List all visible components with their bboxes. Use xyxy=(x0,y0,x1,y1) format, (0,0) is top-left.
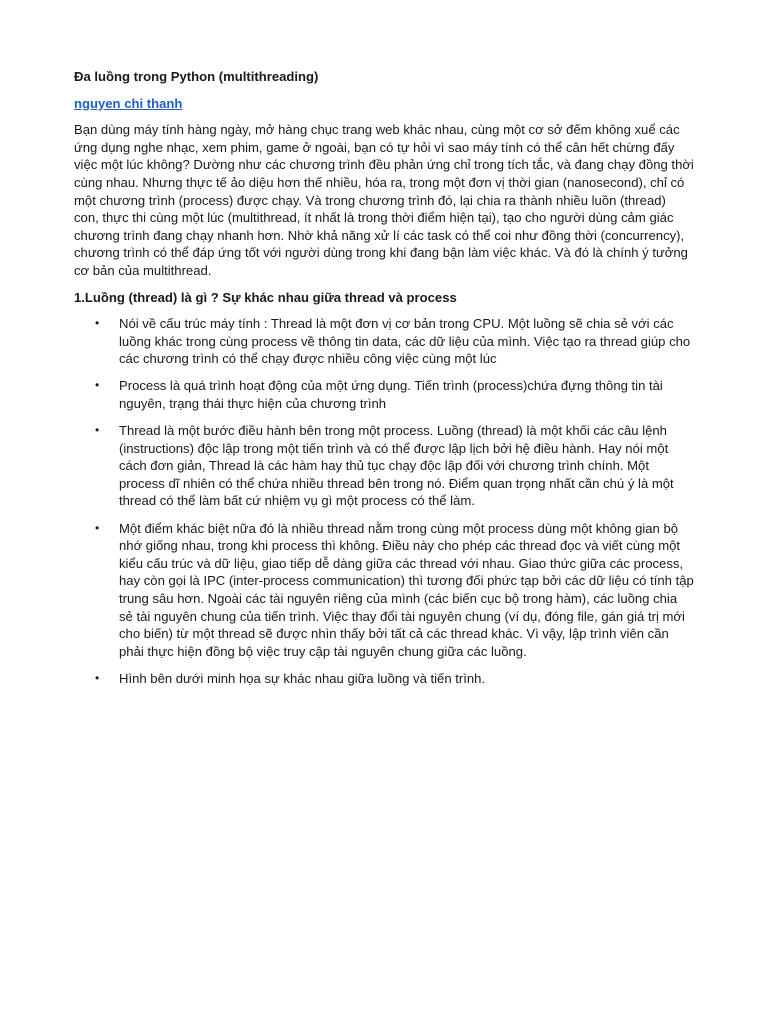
document-page xyxy=(74,68,694,697)
bullet-icon: • xyxy=(95,316,100,331)
list-item xyxy=(74,377,694,412)
list-item xyxy=(74,520,694,661)
intro-paragraph: Bạn dùng máy tính hàng ngày, mở hàng chục trang web khác nhau, cùng một cơ sở đếm không xuể các ứng dụng nghe nhạc, xem phim, game ở ngoài, bạn có tự hỏi vì sao máy tính có thể cân hết chừng đấy việc một lúc không? Dường như các chương trình đều phản ứng chỉ trong tích tắc, và đang chạy đồng thời cùng nhau. Nhưng thực tế ảo diệu hơn thế nhiều, hóa ra, trong một đơn vị thời gian (nanosecond), chỉ có một chương trình (process) được chạy. Và trong chương trình đó, lại chia ra thành nhiều luồn (thread) con, thực thi cùng một lúc (multithread, ít nhất là trong thời điểm hiện tại), tạo cho người dùng cảm giác chương trình đang chạy nhanh hơn. Nhờ khả năng xử lí các task có thể coi như đồng thời (concurrency), chương trình có thể đáp ứng tốt với người dùng trong khi đang bận làm việc khác. Và đó là chính ý tưởng cơ bản của multithread. xyxy=(74,122,694,278)
bullet-icon: • xyxy=(95,670,100,685)
document-title: Đa luồng trong Python (multithreading) xyxy=(74,69,319,84)
list-item xyxy=(74,670,694,688)
bullet-icon: • xyxy=(95,520,100,535)
list-item-text: Một điểm khác biệt nữa đó là nhiều thread nằm trong cùng một process dùng một không gian bộ nhớ giống nhau, trong khi process thì không. Điều này cho phép các thread đọc và viết cùng một kiểu cấu trúc và dữ liệu, giao tiếp dễ dàng giữa các thread với nhau. Giao thức giữa các process, hay còn gọi là IPC (inter-process communication) thì tương đối phức tạp bởi các dữ liệu có tính tập trung sâu hơn. Ngoài các tài nguyên riêng của mình (các biến cục bộ trong hàm), các luồng chia sẻ tài nguyên chung của tiến trình. Việc thay đổi tài nguyên chung (ví dụ, đóng file, gán giá trị mới cho biến) từ một thread sẽ được nhìn thấy bởi tất cả các thread khác. Vì vậy, lập trình viên cần phải thực hiện đồng bộ việc truy cập tài nguyên chung giữa các luồng. xyxy=(119,520,694,659)
list-item-text: Nói về cấu trúc máy tính : Thread là một đơn vị cơ bản trong CPU. Một luồng sẽ chia sẻ với các luồng khác trong cùng process về thông tin data, các dữ liệu của mình. Việc tạo ra thread giúp cho các chương trình có thể chạy được nhiều công việc cùng một lúc xyxy=(119,316,691,367)
list-item-text: Hình bên dưới minh họa sự khác nhau giữa luồng và tiến trình. xyxy=(119,670,486,686)
list-item xyxy=(74,315,694,368)
list-item-text: Thread là một bước điều hành bên trong một process. Luồng (thread) là một khối các câu lệnh (instructions) độc lập trong một tiến trình và có thể được lập lịch bởi hệ điều hành. Hay nói một cách đơn giản, Thread là các hàm hay thủ tục chạy độc lập đối với chương trình chính. Một process dĩ nhiên có thể chứa nhiều thread bên trong nó. Điểm quan trọng nhất cần chú ý là một thread có thể làm bất cứ nhiệm vụ gì một process có thể làm. xyxy=(119,423,674,509)
bullet-icon: • xyxy=(95,378,100,393)
bullet-list xyxy=(74,315,694,687)
author-line xyxy=(74,95,694,113)
author-link[interactable]: nguyen chi thanh xyxy=(74,95,183,111)
list-item-text: Process là quá trình hoạt động của một ứng dụng. Tiến trình (process)chứa đựng thông tin tài nguyên, trạng thái thực hiện của chương trình xyxy=(119,378,663,411)
section-heading: 1.Luồng (thread) là gì ? Sự khác nhau giữa thread và process xyxy=(74,289,457,305)
list-item xyxy=(74,422,694,510)
bullet-icon: • xyxy=(95,423,100,438)
